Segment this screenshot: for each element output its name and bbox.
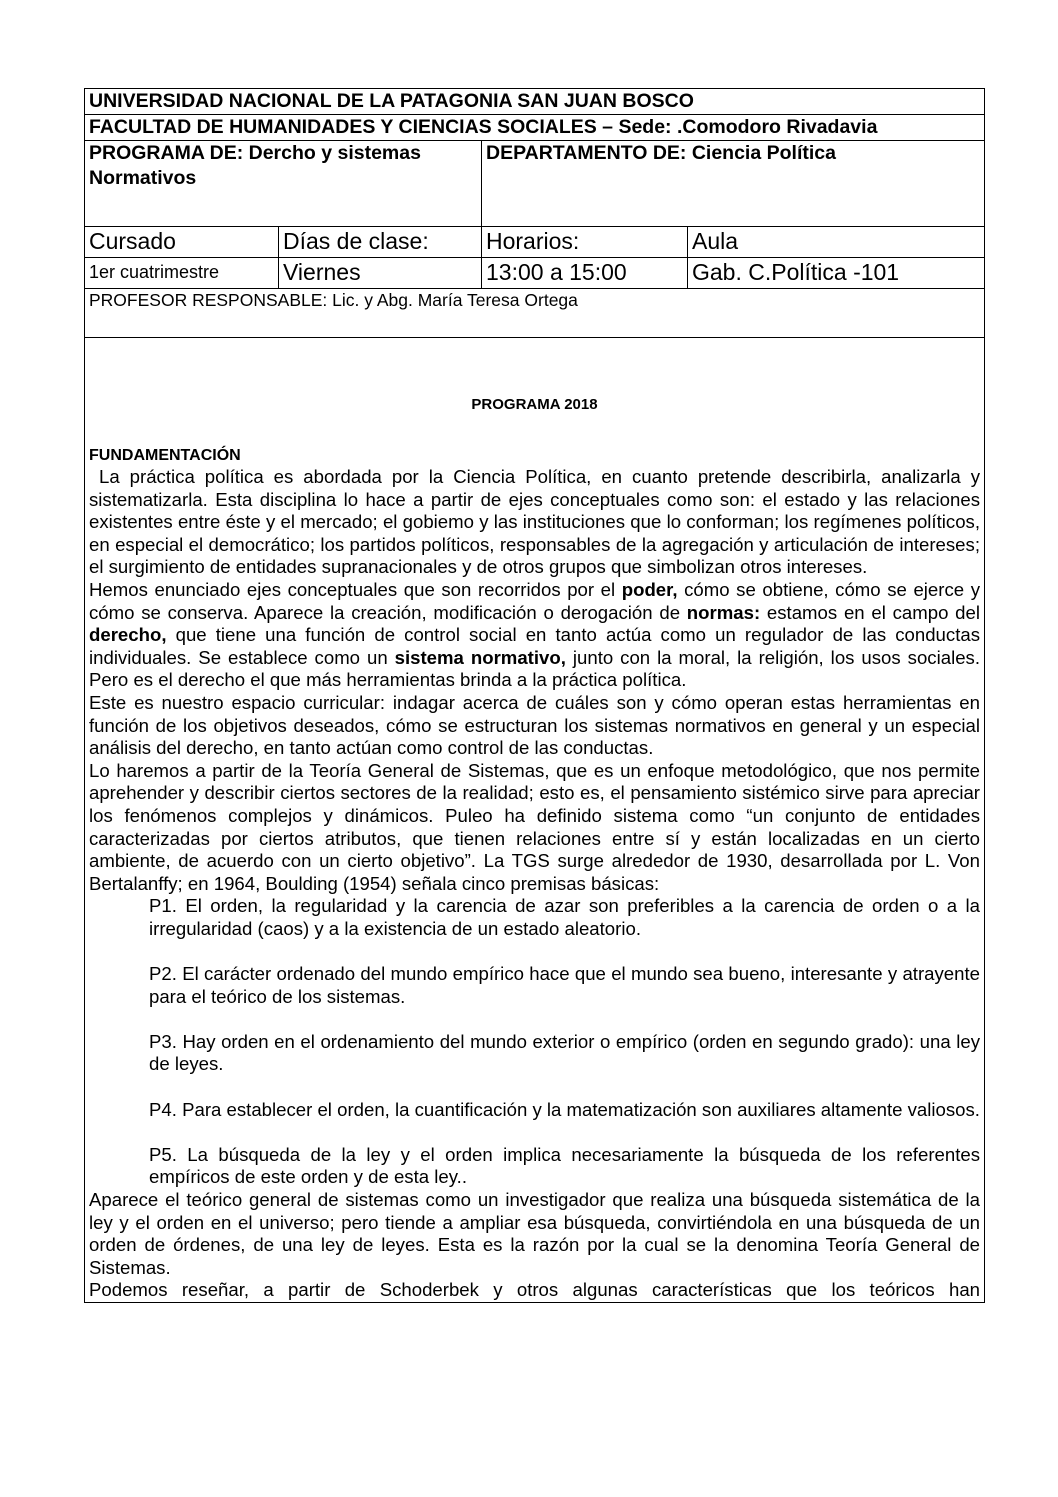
paragraph-6: Podemos reseñar, a partir de Schoderbek y otros algunas características que los teóricos han [89,1279,980,1301]
university-name: UNIVERSIDAD NACIONAL DE LA PATAGONIA SAN JUAN BOSCO [89,90,694,112]
paragraph-5: Aparece el teórico general de sistemas como un investigador que realiza una búsqueda sistemática de la ley y el orden en el universo; pero tiende a ampliar esa búsqueda, convirtiéndola en una búsqueda de un orden de órdenes, de una ley de leyes. Esta es la razón por la cual se la denomina Teoría General de Sistemas. [89,1189,980,1278]
department-name: DEPARTAMENTO DE: Ciencia Política [481,141,984,226]
program-document-table [84,88,985,1303]
paragraph-2 [89,579,980,692]
university-row [85,89,984,115]
professor-name: PROFESOR RESPONSABLE: Lic. y Abg. María Teresa Ortega [89,290,578,310]
header-cursado: Cursado [89,228,176,254]
content-body [85,338,984,1302]
premise-3: P3. Hay orden en el ordenamiento del mundo exterior o empírico (orden en segundo grado): una ley de leyes. [149,1030,980,1075]
program-title: PROGRAMA 2018 [471,396,598,413]
premise-4: P4. Para establecer el orden, la cuantificación y la matematización son auxiliares altamente valiosos. [149,1098,980,1120]
bold-sistema-normativo: sistema normativo, [394,646,566,668]
paragraph-4: Lo haremos a partir de la Teoría General de Sistemas, que es un enfoque metodológico, que nos permite aprehender y describir ciertos sectores de la realidad; esto es, el pensamiento sistémico sirve para apreciar los fenómenos complejos y dinámicos. Puleo ha definido sistema como “un conjunto de entidades caracterizadas por ciertos atributos, que tienen relaciones entre sí y están localizadas en un cierto ambiente, de acuerdo con un cierto objetivo”. La TGS surge alrededor de 1930, desarrollada por L. Von Bertalanffy; en 1964, Boulding (1954) señala cinco premisas básicas: [89,759,980,894]
value-horarios: 13:00 a 15:00 [481,258,687,288]
paragraph-3: Este es nuestro espacio curricular: indagar acerca de cuáles son y cómo operan estas herramientas en función de los objetivos deseados, cómo se estructuran los sistemas normativos en general y un especial análisis del derecho, en tanto actúan como control de las conductas. [89,691,980,759]
faculty-row [85,115,984,141]
faculty-name: FACULTAD DE HUMANIDADES Y CIENCIAS SOCIALES – Sede: .Comodoro Rivadavia [89,116,878,138]
value-aula: Gab. C.Política -101 [687,258,984,288]
header-horarios: Horarios: [481,227,687,257]
program-department-row [85,141,984,227]
p2-text-a: Hemos enunciado ejes conceptuales que son recorridos por el [89,578,622,600]
value-cursado: 1er cuatrimestre [89,262,220,282]
program-name: PROGRAMA DE: Dercho y sistemas Normativos [89,142,421,189]
schedule-header-row [85,227,984,258]
p2-text-c: cómo se obtiene, cómo se ejerce y cómo se conserva. Aparece la creación, modificación o derogación de [89,578,980,623]
bold-normas: normas: [686,601,761,623]
premise-2: P2. El carácter ordenado del mundo empírico hace que el mundo sea bueno, interesante y atrayente para el teórico de los sistemas. [149,963,980,1007]
header-aula: Aula [687,227,984,257]
p2-text-f: junto con la moral, la religión, los usos sociales. Pero es el derecho el que más herramientas brinda a la práctica política. [89,646,980,691]
value-dias: Viernes [278,258,481,288]
premise-5: P5. La búsqueda de la ley y el orden implica necesariamente la búsqueda de los referentes empíricos de este orden y de esta ley.. [149,1143,980,1188]
section-title-fundamentacion: FUNDAMENTACIÓN [89,447,241,464]
schedule-values-row [85,258,984,289]
bold-poder: poder, [621,578,678,600]
header-dias: Días de clase: [278,227,481,257]
p2-text-e: que tiene una función de control social en tanto actúa como un regulador de las conductas individuales. Se establece como un [89,624,980,668]
professor-row [85,289,984,338]
premise-1: P1. El orden, la regularidad y la carencia de azar son preferibles a la carencia de orden o a la irregularidad (caos) y a la existencia de un estado aleatorio. [149,895,980,939]
paragraph-1: La práctica política es abordada por la Ciencia Política, en cuanto pretende describirla, analizarla y sistematizarla. Esta disciplina lo hace a partir de ejes conceptuales como son: el estado y las relaciones existentes entre éste y el mercado; el gobiemo y las instituciones que lo conforman; los regímenes políticos, en especial el democrático; los partidos políticos, responsables de la agregación y articulación de intereses; el surgimiento de entidades supranacionales y de otros grupos que simbolizan otros intereses. [89,466,986,578]
content-row [85,338,984,1302]
p2-text-d: estamos en el campo del [760,601,980,623]
bold-derecho: derecho, [89,624,167,646]
